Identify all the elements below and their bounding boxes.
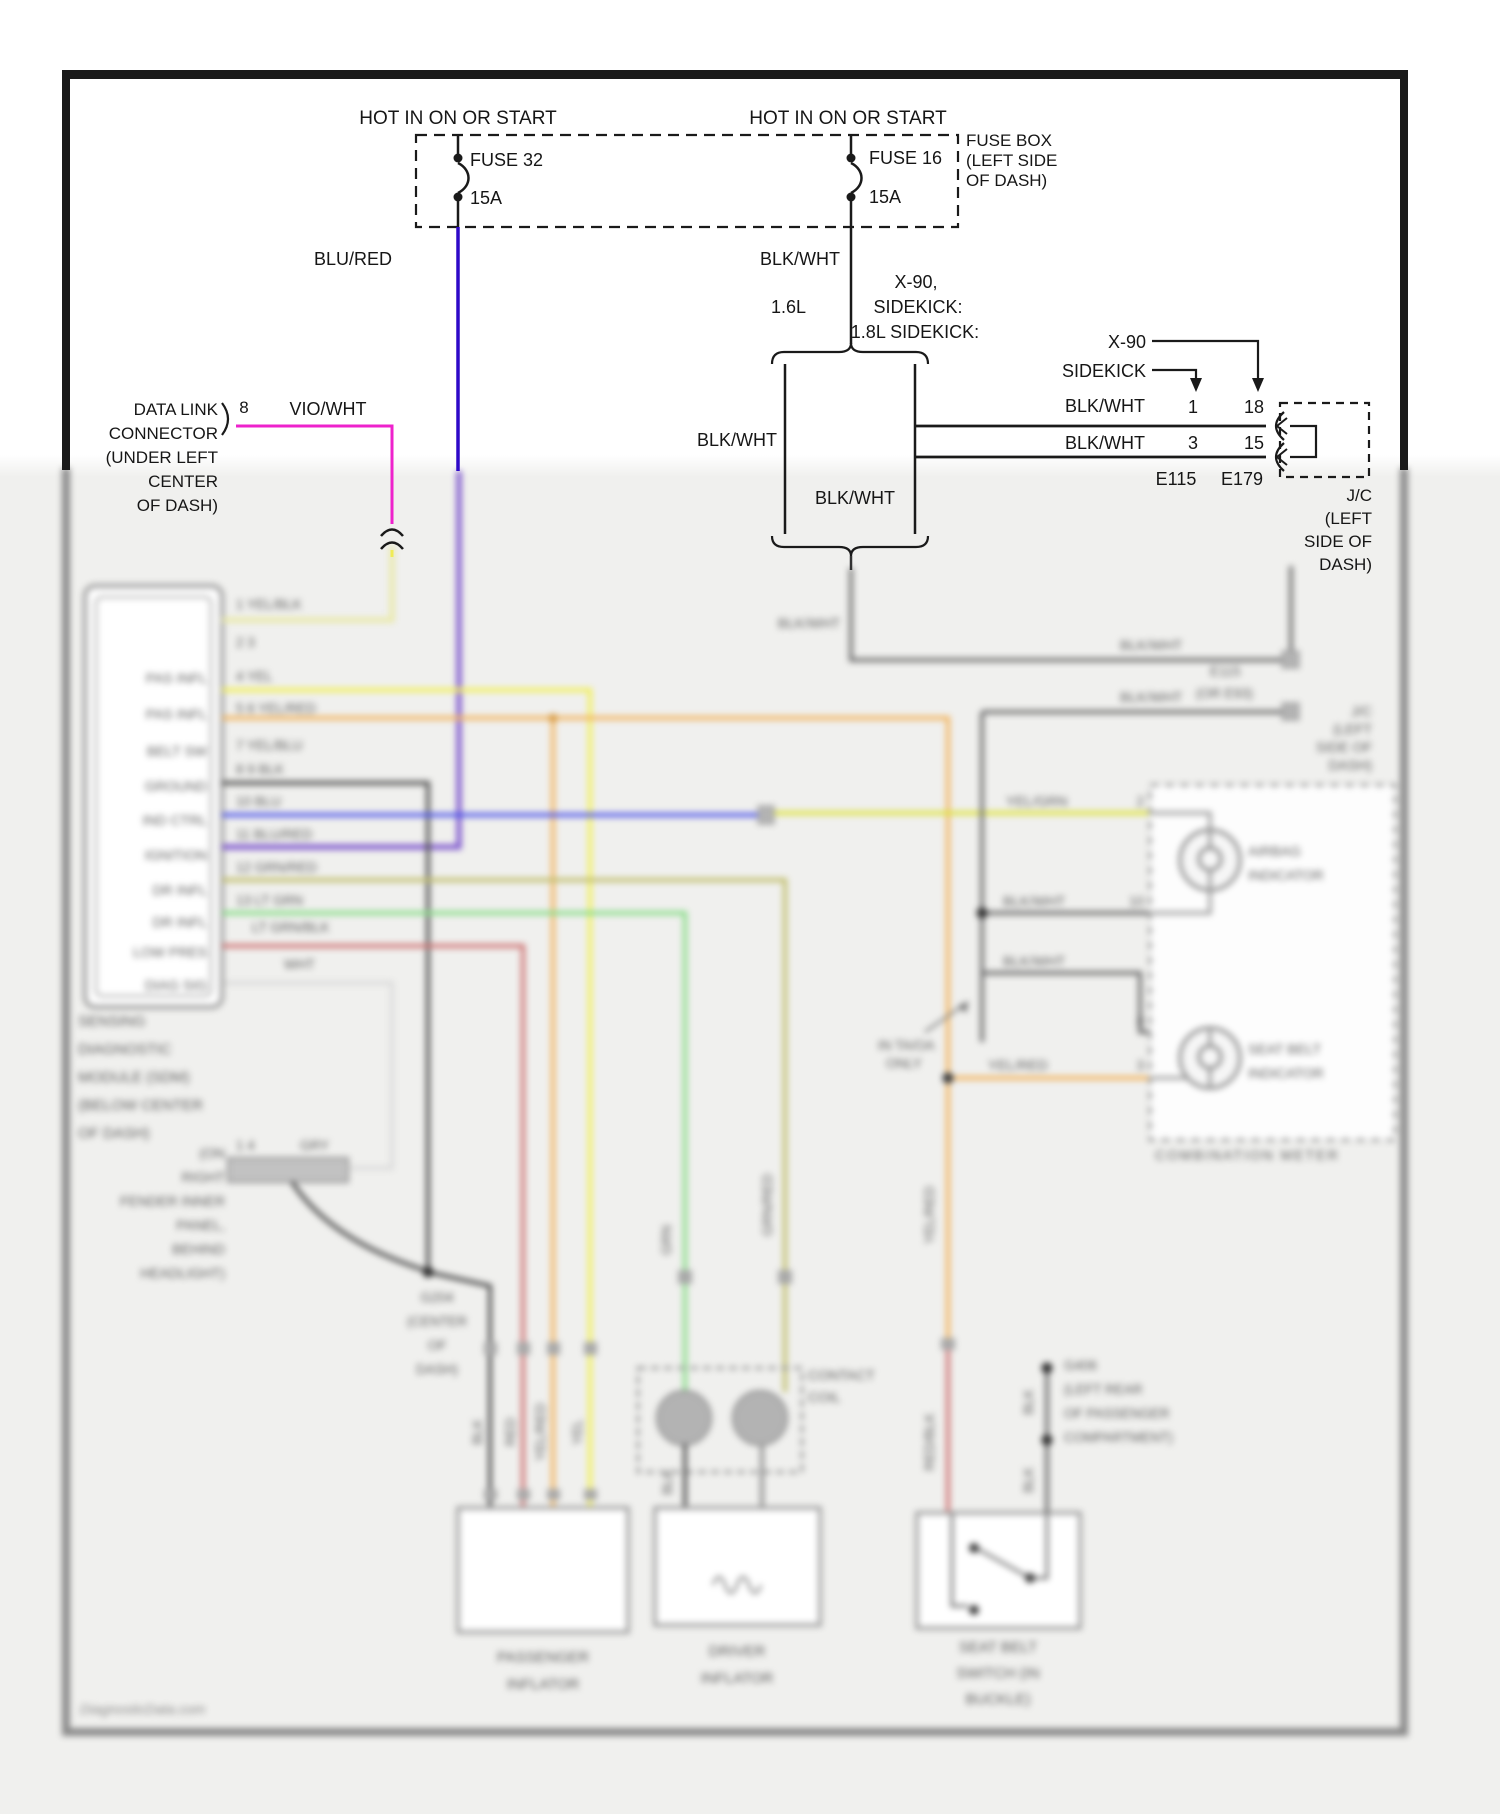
g204-line: DASH) [415, 1362, 459, 1377]
jc-internal-jumper [1290, 426, 1316, 457]
fuse-terminal [454, 154, 463, 163]
sdm-pin: 7 YEL/BLU [236, 738, 303, 753]
x90-arrowhead [1252, 378, 1264, 392]
dlc-label-line: CENTER [148, 472, 218, 491]
sdm-pin: WHT [284, 957, 315, 972]
wire-label: YEL/RED [988, 1057, 1048, 1073]
wire-label: BLU/RED [313, 249, 392, 269]
meter-pin: 8 [1136, 1014, 1144, 1029]
seatbelt-indicator-label: SEAT BELT [1248, 1041, 1322, 1057]
x90-arrow [1152, 341, 1258, 378]
sidekick-arrow [1152, 370, 1196, 378]
fuse-16-symbol [851, 135, 862, 227]
fender-caption-line: HEADLIGHT) [140, 1265, 225, 1281]
dlc-bracket [222, 403, 228, 435]
sdm-pin: 12 GRN/RED [236, 860, 318, 875]
fender-caption-line: FENDER INNER [119, 1193, 225, 1209]
sdm-row: IGNITION [144, 847, 207, 863]
sdm-row: BELT SW [146, 743, 207, 759]
x90-arrow-label: X-90 [1107, 332, 1146, 352]
sdm-pin: 4 YEL [236, 669, 273, 684]
connector-id: (OR E93) [1196, 686, 1254, 701]
model-label-line: SIDEKICK: [873, 297, 963, 317]
sidekick-arrowhead [1190, 378, 1202, 392]
wire-label: GRN/RED [760, 1173, 775, 1237]
jc2-label-line: SIDE OF [1315, 739, 1372, 755]
connector-id-e179: E179 [1220, 469, 1264, 489]
sidekick-arrow-label: SIDEKICK [1061, 361, 1146, 381]
sdm-pin: LT GRN/BLK [252, 920, 330, 935]
jc-pin-chevron [1277, 418, 1287, 434]
g204-line: OF [427, 1338, 447, 1353]
seatbelt-switch-label: SEAT BELT [958, 1639, 1038, 1656]
pin-number: 3 [1187, 433, 1199, 453]
sdm-row: PAS INFL [145, 670, 207, 686]
sdm-pin: 8 9 BLK [236, 762, 285, 777]
connector-chevron [381, 543, 403, 550]
dlc-label-line: CONNECTOR [108, 424, 218, 443]
sdm-pin: 2 3 [236, 635, 255, 650]
fuse-32-label: FUSE 32 [470, 150, 544, 170]
wire-label: BLK [660, 1469, 675, 1495]
sdm-pin: 1 YEL/BLK [236, 597, 302, 612]
jc2-label-line: (LEFT [1333, 721, 1372, 737]
dlc-label-line: DATA LINK [133, 400, 218, 419]
sdm-caption-line: (BELOW CENTER [78, 1097, 204, 1114]
dlc-label-line: OF DASH) [136, 496, 218, 515]
junction-connector [915, 332, 1372, 574]
sdm-row: DR INFL [152, 914, 207, 930]
dlc-pin-8: 8 [239, 398, 249, 417]
g406-line: (LEFT REAR [1064, 1382, 1143, 1397]
wire-label: BLK/WHT [1003, 893, 1066, 909]
wire-label: BLK [1021, 1467, 1036, 1493]
wire-label: RED/BLK [922, 1413, 937, 1471]
wire-label: BLK/WHT [1120, 689, 1183, 705]
seatbelt-switch-label: SWITCH (IN [956, 1665, 1040, 1682]
meter-label: COMBINATION METER [1155, 1147, 1340, 1163]
sdm-row: DIAG SIG [144, 977, 207, 993]
jc2-label-line: DASH) [1328, 757, 1372, 773]
jc-label-line: SIDE OF [1303, 532, 1372, 551]
wire-label: YEL/RED [922, 1186, 937, 1244]
sdm-pin: 11 BLU/RED [236, 827, 313, 842]
wire-label: BLK/WHT [777, 615, 840, 631]
meter-pin: 10 [1128, 894, 1144, 909]
pin-number: 15 [1243, 433, 1265, 453]
fuse-16-rating: 15A [869, 187, 902, 207]
fender-caption-line: BEHIND [172, 1241, 225, 1257]
wire-label: BLK/WHT [1064, 396, 1145, 416]
fusebox-label-line: OF DASH) [966, 171, 1048, 190]
sdm-row: IND CTRL [142, 812, 207, 828]
airbag-indicator-label: INDICATOR [1248, 867, 1324, 883]
seatbelt-indicator-label: INDICATOR [1248, 1065, 1324, 1081]
sdm-pin: 5 6 YEL/RED [236, 701, 317, 716]
contact-coil-label: COIL [808, 1389, 841, 1405]
sdm-caption-line: DIAGNOSTIC [78, 1041, 172, 1058]
connector-chevron [381, 530, 403, 537]
engine-1-6l-label: 1.6L [770, 297, 806, 317]
sdm-caption-line: MODULE (SDM) [78, 1069, 190, 1086]
connector-label: 1 4 [236, 1138, 255, 1153]
hot-label-right: HOT IN ON OR START [749, 108, 947, 129]
dlc-label-line: (UNDER LEFT [105, 448, 218, 467]
data-link-connector [106, 398, 403, 557]
sdm-caption-line: OF DASH) [78, 1125, 150, 1142]
sdm-row: GROUND [144, 778, 207, 794]
fuse-terminal [847, 193, 856, 202]
sdm-row: LOW PRES [133, 944, 207, 960]
wire-label: VIO/WHT [289, 399, 367, 419]
connector-label: GRY [300, 1138, 330, 1153]
jc-box [1280, 403, 1369, 477]
wire-label: BLK/WHT [696, 430, 777, 450]
pin-number: 1 [1187, 397, 1199, 417]
hot-label-left: HOT IN ON OR START [359, 108, 557, 129]
page-border [62, 70, 1408, 470]
fender-caption-line: RIGHT [181, 1169, 225, 1185]
wire-label: YEL [570, 1419, 585, 1445]
contact-coil-label: CONTACT [808, 1367, 875, 1383]
fender-caption-line: (ON [199, 1145, 225, 1161]
meter-pin: 2 [1136, 794, 1144, 809]
airbag-indicator-label: AIRBAG [1248, 843, 1301, 859]
g406-line: OF PASSENGER [1064, 1406, 1170, 1421]
split-brace [772, 343, 928, 364]
wire-label: BLK/WHT [759, 249, 840, 269]
engine-branch [697, 272, 979, 570]
wire-label: RED [503, 1417, 518, 1447]
fuse-box [359, 108, 1057, 227]
wire-label: BLK/WHT [1003, 953, 1066, 969]
sdm-row: PAS INFL [145, 706, 207, 722]
jc-pin-chevron [1277, 449, 1287, 465]
watermark: DiagnosticData.com [80, 1701, 206, 1717]
fuse-32-symbol [458, 135, 469, 227]
wire-label: BLK [470, 1419, 485, 1445]
wire-label: YEL/GRN [1006, 793, 1068, 809]
jc-label-line: (LEFT [1324, 509, 1372, 528]
wire-label: BLK [1021, 1389, 1036, 1415]
g204-line: G204 [420, 1290, 454, 1305]
sdm-pin: 13 LT GRN [236, 893, 304, 908]
g406-line: G406 [1064, 1358, 1098, 1373]
wire-vio-wht [236, 426, 392, 524]
g204-line: (CENTER [407, 1314, 467, 1329]
model-note: ONLY [886, 1056, 922, 1071]
sdm-caption-line: SENSING [78, 1013, 146, 1030]
wire-label: GRN [659, 1225, 674, 1255]
model-label-line: 1.8L SIDEKICK: [850, 322, 980, 342]
g406-line: COMPARTMENT) [1064, 1430, 1173, 1445]
connector-id: E115 [1210, 664, 1241, 679]
wire-label: BLK/WHT [1120, 637, 1183, 653]
model-note: IN TA/OA [878, 1038, 935, 1053]
wire-label: BLK/WHT [814, 488, 896, 508]
jc-label-line: J/C [1346, 486, 1372, 505]
jc-label-line: DASH) [1319, 555, 1372, 574]
driver-inflator-label: DRIVER [708, 1643, 766, 1660]
connector-id-e115: E115 [1155, 469, 1197, 489]
wire-label: BLK/WHT [1064, 433, 1145, 453]
wire-label: YEL/RED [533, 1403, 548, 1461]
fuse-32-rating: 15A [470, 188, 503, 208]
pin-number: 18 [1243, 397, 1265, 417]
passenger-inflator-label: INFLATOR [506, 1676, 580, 1693]
sdm-row: DR INFL [152, 882, 207, 898]
fender-caption-line: PANEL, [176, 1217, 225, 1233]
passenger-inflator-label: PASSENGER [496, 1649, 590, 1666]
merge-brace [772, 536, 928, 556]
fuse-terminal [847, 154, 856, 163]
sdm-pin: 10 BLU [236, 794, 282, 809]
meter-pin: 3 [1136, 1058, 1144, 1073]
fuse-terminal [454, 193, 463, 202]
seatbelt-switch-label: BUCKLE) [965, 1691, 1031, 1708]
fusebox-label-line: (LEFT SIDE [966, 151, 1058, 170]
fuse-16-label: FUSE 16 [869, 148, 943, 168]
jc2-label-line: J/C [1351, 703, 1372, 719]
fusebox-label-line: FUSE BOX [966, 131, 1052, 150]
driver-inflator-label: INFLATOR [700, 1670, 774, 1687]
model-label-line: X-90, [894, 272, 938, 292]
